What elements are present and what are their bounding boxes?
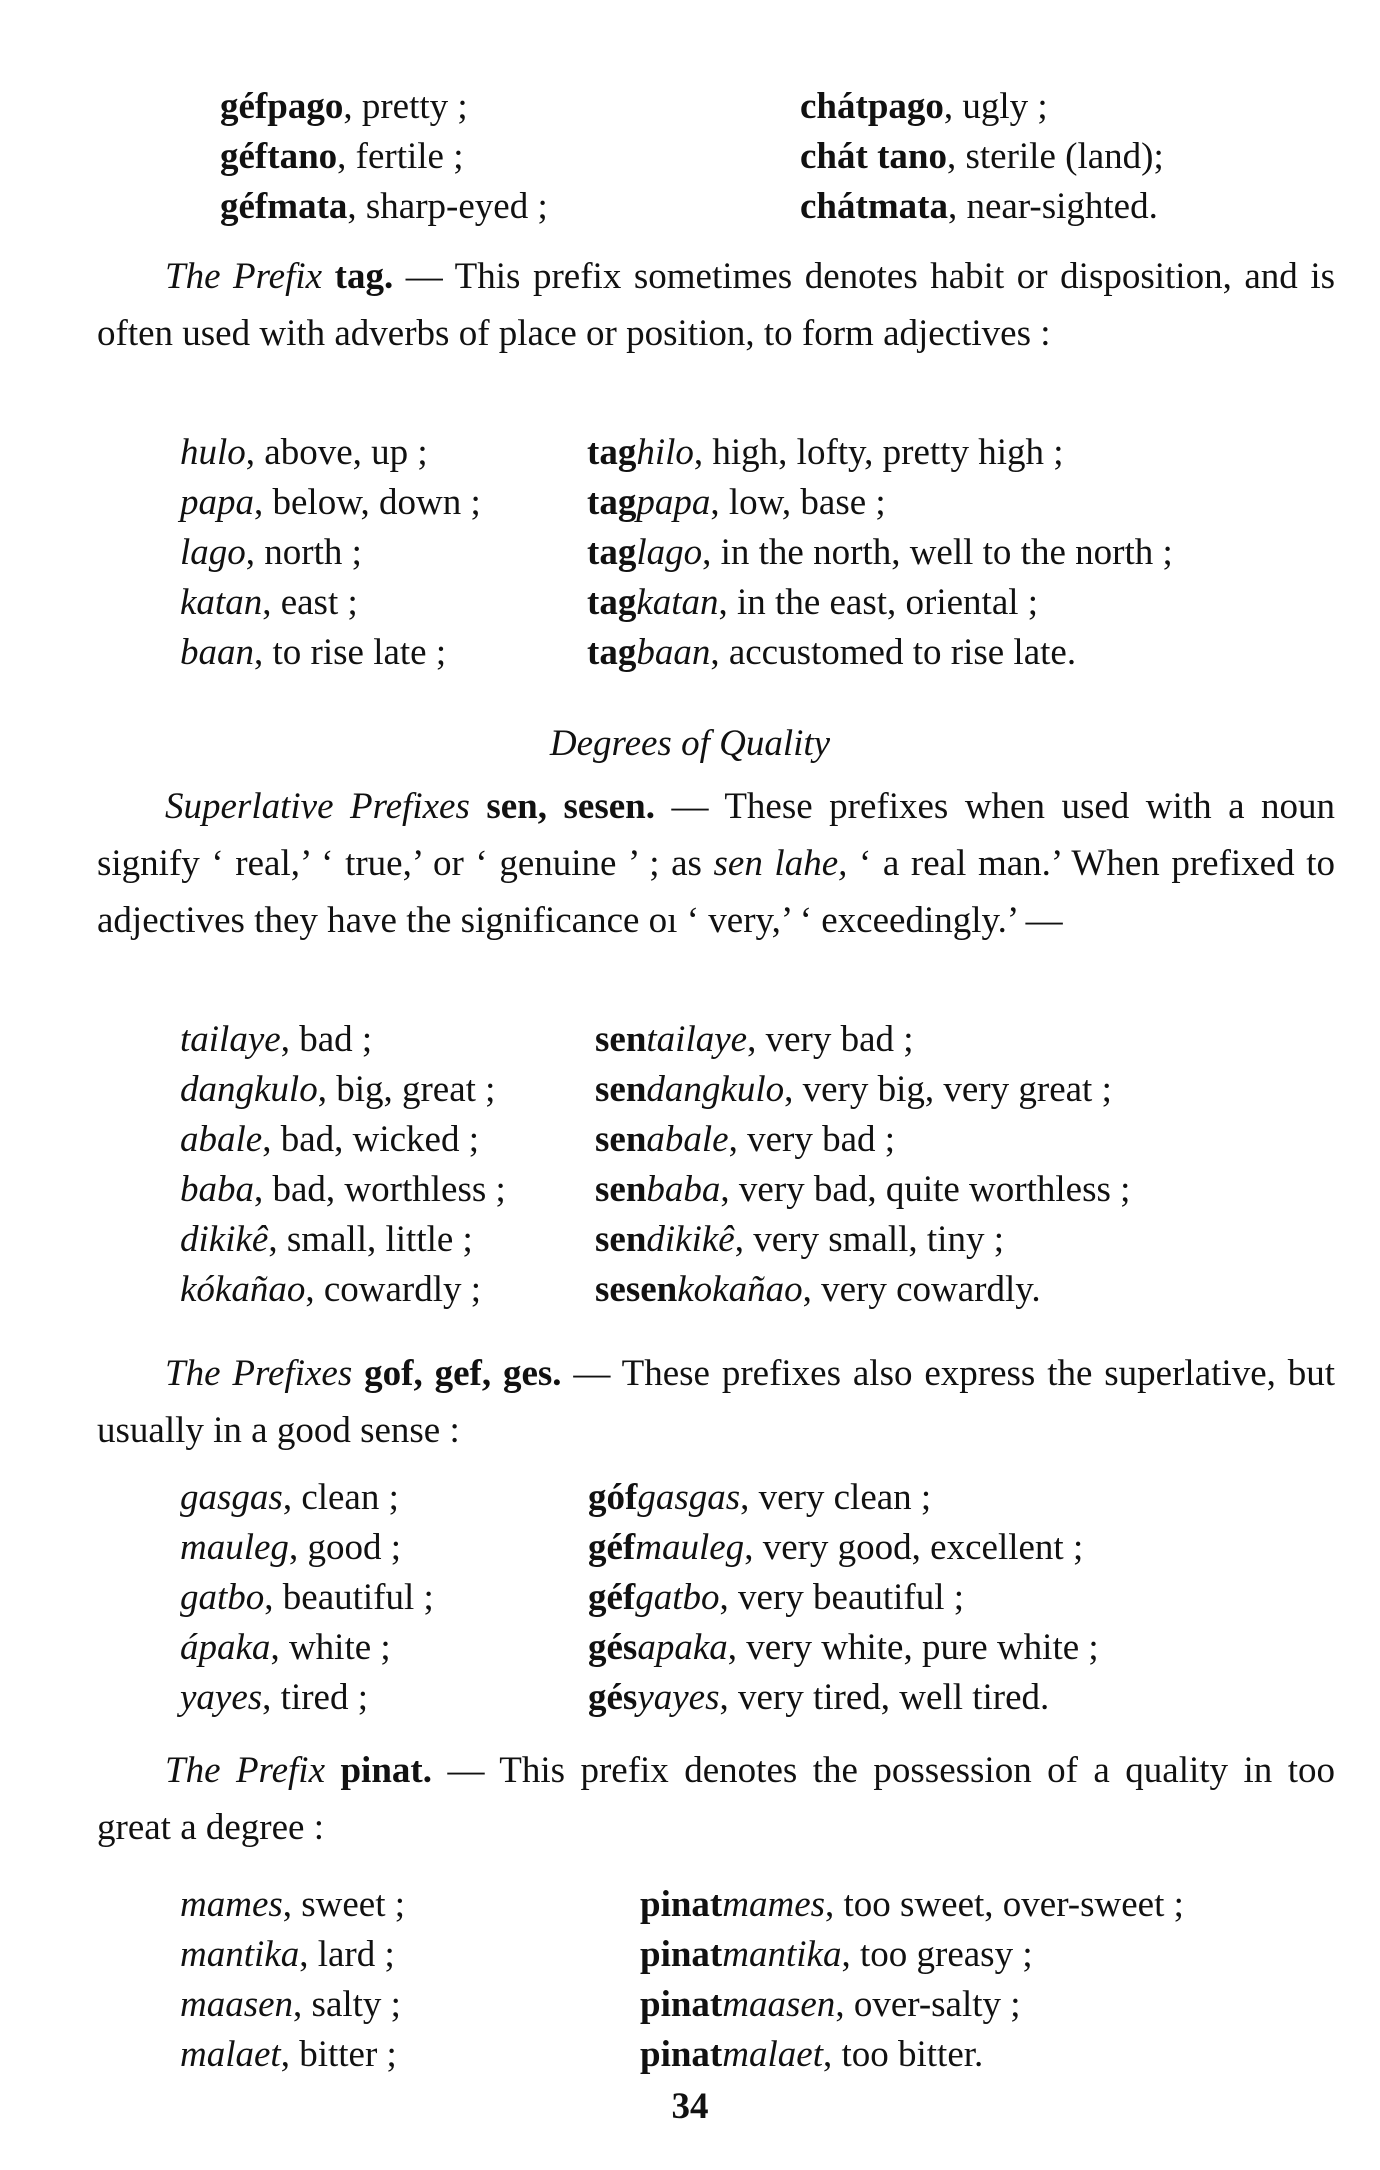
gloss: , sharp-eyed ; bbox=[347, 186, 548, 227]
gloss: , bitter ; bbox=[280, 2034, 397, 2075]
gloss: , too greasy ; bbox=[841, 1934, 1033, 1975]
prefix: pinat bbox=[640, 1884, 723, 1925]
prefix: géf bbox=[588, 1527, 636, 1568]
gloss: , very small, tiny ; bbox=[734, 1219, 1004, 1260]
gloss: , ugly ; bbox=[943, 86, 1048, 127]
prefix: góf bbox=[588, 1477, 638, 1518]
paragraph-text: — These prefixes also express the superlative, but usually in a good sense : bbox=[97, 1353, 1336, 1451]
gloss: , high, lofty, pretty high ; bbox=[693, 432, 1064, 473]
derived-word: dangkulo bbox=[646, 1069, 785, 1110]
word-list-gef-chat bbox=[0, 82, 1380, 232]
derived-word: maasen bbox=[722, 1984, 836, 2025]
gloss: , very cowardly. bbox=[802, 1269, 1041, 1310]
gloss: , very clean ; bbox=[740, 1477, 932, 1518]
gloss: , very tired, well tired. bbox=[719, 1677, 1050, 1718]
list-item bbox=[0, 578, 1380, 628]
paragraph-text: — This prefix denotes the possession of a quality in too great a degree : bbox=[97, 1750, 1336, 1848]
list-item bbox=[0, 428, 1380, 478]
gloss: , bad ; bbox=[280, 1019, 373, 1060]
derived-word: yayes bbox=[637, 1677, 720, 1718]
gloss: , east ; bbox=[262, 582, 358, 623]
derived-word: mames bbox=[722, 1884, 826, 1925]
gloss: , over-salty ; bbox=[835, 1984, 1021, 2025]
gloss: , sweet ; bbox=[282, 1884, 406, 1925]
page-number: 34 bbox=[671, 2086, 709, 2127]
headword: katan bbox=[180, 582, 263, 623]
gloss: , very big, very great ; bbox=[784, 1069, 1112, 1110]
derived-word: tailaye bbox=[646, 1019, 748, 1060]
paragraph-prefix-sen bbox=[97, 778, 1335, 949]
derived-word: lago bbox=[636, 532, 703, 573]
headword: dangkulo bbox=[180, 1069, 318, 1110]
headword: baba bbox=[180, 1169, 254, 1210]
derived-word: baba bbox=[646, 1169, 721, 1210]
paragraph-prefix-tag bbox=[97, 248, 1335, 362]
list-item bbox=[0, 1880, 1380, 1930]
list-item bbox=[0, 1065, 1380, 1115]
headword: lago bbox=[180, 532, 246, 573]
gloss: , very white, pure white ; bbox=[727, 1627, 1099, 1668]
gloss: , very bad ; bbox=[728, 1119, 896, 1160]
gloss: , pretty ; bbox=[343, 86, 468, 127]
prefix-term: sen, sesen. bbox=[486, 786, 655, 827]
gloss: , small, little ; bbox=[268, 1219, 473, 1260]
headword: papa bbox=[180, 482, 254, 523]
list-item bbox=[0, 1165, 1380, 1215]
headword: géfmata bbox=[220, 186, 348, 227]
gloss: , very good, excellent ; bbox=[744, 1527, 1084, 1568]
prefix-term: gof, gef, ges. bbox=[364, 1353, 562, 1394]
headword: ápaka bbox=[180, 1627, 271, 1668]
headword: kókañao bbox=[180, 1269, 306, 1310]
headword: gatbo bbox=[180, 1577, 265, 1618]
gloss: , salty ; bbox=[293, 1984, 401, 2025]
derived-word: gasgas bbox=[637, 1477, 741, 1518]
gloss: , accustomed to rise late. bbox=[710, 632, 1077, 673]
derived-word: gatbo bbox=[635, 1577, 720, 1618]
derived-word: abale bbox=[646, 1119, 729, 1160]
gloss: , too bitter. bbox=[822, 2034, 984, 2075]
prefix: pinat bbox=[640, 1984, 723, 2025]
prefix: tag bbox=[587, 582, 637, 623]
gloss: , above, up ; bbox=[245, 432, 428, 473]
headword: yayes bbox=[180, 1677, 263, 1718]
example-phrase: sen lahe, bbox=[713, 843, 848, 884]
gloss: , bad, wicked ; bbox=[262, 1119, 479, 1160]
gloss: , tired ; bbox=[262, 1677, 369, 1718]
paragraph-prefix-gof bbox=[97, 1345, 1335, 1459]
prefix: gés bbox=[588, 1677, 638, 1718]
prefix: pinat bbox=[640, 1934, 723, 1975]
prefix: sen bbox=[595, 1069, 647, 1110]
list-item bbox=[0, 1115, 1380, 1165]
word-list-tag bbox=[0, 428, 1380, 678]
list-item bbox=[0, 1015, 1380, 1065]
prefix-term: tag. bbox=[334, 256, 394, 297]
list-item bbox=[0, 2030, 1380, 2080]
prefix-term: pinat. bbox=[340, 1750, 432, 1791]
list-item bbox=[0, 1623, 1380, 1673]
derived-word: kokañao bbox=[677, 1269, 803, 1310]
gloss: , too sweet, over-sweet ; bbox=[825, 1884, 1184, 1925]
derived-word: papa bbox=[636, 482, 711, 523]
headword: gasgas bbox=[180, 1477, 283, 1518]
section-lead: The Prefix bbox=[165, 256, 323, 297]
headword: baan bbox=[180, 632, 254, 673]
paragraph-prefix-pinat bbox=[97, 1742, 1335, 1856]
word-list-gof bbox=[0, 1473, 1380, 1723]
derived-word: dikikê bbox=[646, 1219, 735, 1260]
gloss: , very beautiful ; bbox=[719, 1577, 965, 1618]
gloss: , low, base ; bbox=[710, 482, 886, 523]
word-list-pinat bbox=[0, 1880, 1380, 2080]
derived-word: malaet bbox=[722, 2034, 823, 2075]
gloss: , near-sighted. bbox=[947, 186, 1158, 227]
gloss: , clean ; bbox=[282, 1477, 399, 1518]
headword: géftano bbox=[220, 136, 338, 177]
headword: mames bbox=[180, 1884, 283, 1925]
headword: géfpago bbox=[220, 86, 344, 127]
prefix: gés bbox=[588, 1627, 638, 1668]
list-item bbox=[0, 528, 1380, 578]
prefix: tag bbox=[587, 632, 637, 673]
word-list-sen bbox=[0, 1015, 1380, 1315]
prefix: géf bbox=[588, 1577, 636, 1618]
gloss: , beautiful ; bbox=[264, 1577, 434, 1618]
headword: hulo bbox=[180, 432, 246, 473]
prefix: tag bbox=[587, 432, 637, 473]
headword: abale bbox=[180, 1119, 263, 1160]
prefix: sen bbox=[595, 1119, 647, 1160]
list-item bbox=[0, 1215, 1380, 1265]
prefix: tag bbox=[587, 532, 637, 573]
gloss: , fertile ; bbox=[337, 136, 464, 177]
gloss: , below, down ; bbox=[254, 482, 481, 523]
gloss: , big, great ; bbox=[317, 1069, 496, 1110]
gloss: , sterile (land); bbox=[946, 136, 1164, 177]
list-item bbox=[0, 478, 1380, 528]
list-item bbox=[0, 82, 1380, 132]
gloss: , very bad, quite worthless ; bbox=[720, 1169, 1131, 1210]
derived-word: mauleg bbox=[635, 1527, 745, 1568]
gloss: , very bad ; bbox=[747, 1019, 914, 1060]
list-item bbox=[0, 1980, 1380, 2030]
paragraph-text: — These prefixes when used with a noun signify ‘ real,’ ‘ true,’ or ‘ genuine ’ ; as bbox=[97, 786, 1335, 884]
list-item bbox=[0, 1930, 1380, 1980]
list-item bbox=[0, 182, 1380, 232]
section-heading: Degrees of Quality bbox=[549, 723, 831, 764]
list-item bbox=[0, 1523, 1380, 1573]
list-item bbox=[0, 628, 1380, 678]
gloss: , in the north, well to the north ; bbox=[702, 532, 1173, 573]
prefix: tag bbox=[587, 482, 637, 523]
prefix: sesen bbox=[595, 1269, 678, 1310]
gloss: , to rise late ; bbox=[254, 632, 447, 673]
derived-word: chátpago bbox=[800, 86, 944, 127]
gloss: , cowardly ; bbox=[305, 1269, 482, 1310]
headword: tailaye bbox=[180, 1019, 281, 1060]
derived-word: katan bbox=[636, 582, 719, 623]
prefix: pinat bbox=[640, 2034, 723, 2075]
prefix: sen bbox=[595, 1019, 647, 1060]
headword: maasen bbox=[180, 1984, 294, 2025]
headword: malaet bbox=[180, 2034, 281, 2075]
derived-word: mantika bbox=[722, 1934, 842, 1975]
derived-word: chát tano bbox=[800, 136, 947, 177]
headword: dikikê bbox=[180, 1219, 269, 1260]
paragraph-text: ‘ a real man.’ When prefixed to adjectives they have the significance oı ‘ very,’ ‘ exceedingly.’ — bbox=[97, 843, 1335, 941]
derived-word: apaka bbox=[637, 1627, 728, 1668]
list-item bbox=[0, 1265, 1380, 1315]
list-item bbox=[0, 1473, 1380, 1523]
prefix: sen bbox=[595, 1169, 647, 1210]
gloss: , bad, worthless ; bbox=[254, 1169, 506, 1210]
derived-word: hilo bbox=[636, 432, 694, 473]
list-item bbox=[0, 1573, 1380, 1623]
section-lead: Superlative Prefixes bbox=[165, 786, 470, 827]
section-lead: The Prefixes bbox=[165, 1353, 353, 1394]
list-item bbox=[0, 1673, 1380, 1723]
prefix: sen bbox=[595, 1219, 647, 1260]
gloss: , white ; bbox=[270, 1627, 391, 1668]
gloss: , good ; bbox=[288, 1527, 401, 1568]
headword: mantika bbox=[180, 1934, 300, 1975]
section-lead: The Prefix bbox=[165, 1750, 325, 1791]
derived-word: baan bbox=[636, 632, 711, 673]
derived-word: chátmata bbox=[800, 186, 948, 227]
list-item bbox=[0, 132, 1380, 182]
gloss: , in the east, oriental ; bbox=[718, 582, 1039, 623]
paragraph-text: — This prefix sometimes denotes habit or disposition, and is often used with adverbs of place or position, to form adjectives : bbox=[97, 256, 1336, 354]
gloss: , lard ; bbox=[299, 1934, 395, 1975]
headword: mauleg bbox=[180, 1527, 289, 1568]
gloss: , north ; bbox=[245, 532, 362, 573]
